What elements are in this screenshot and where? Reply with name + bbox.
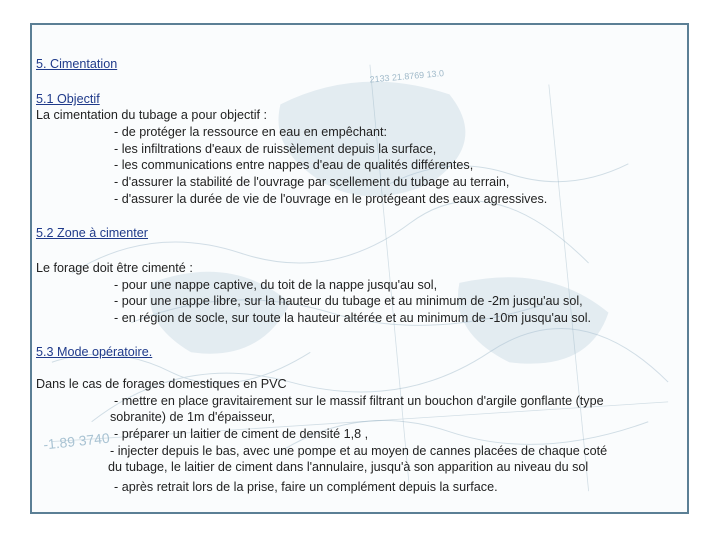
slide-frame	[30, 23, 689, 514]
list-item: - de protéger la ressource en eau en empêchant:	[114, 125, 388, 139]
list-item: - préparer un laitier de ciment de densité 1,8 ,	[114, 427, 369, 441]
watermark-label-top: 2133 21.8769 13.0	[369, 68, 445, 85]
list-item-continuation: sobranite) de 1m d'épaisseur,	[110, 410, 275, 424]
list-item: - pour une nappe libre, sur la hauteur du tubage et au minimum de -2m jusqu'au sol,	[114, 294, 583, 308]
section-title: 5. Cimentation	[36, 57, 118, 71]
list-item: - les communications entre nappes d'eau de qualités différentes,	[114, 158, 474, 172]
paragraph: La cimentation du tubage a pour objectif :	[36, 108, 268, 122]
subsection-title: 5.1 Objectif	[36, 92, 100, 106]
list-item-continuation: du tubage, le laitier de ciment dans l'annulaire, jusqu'à son apparition au niveau du sol	[108, 460, 589, 474]
list-item: - d'assurer la durée de vie de l'ouvrage en le protégeant des eaux agressives.	[114, 192, 548, 206]
subsection-title: 5.3 Mode opératoire.	[36, 345, 153, 359]
list-item: - après retrait lors de la prise, faire un complément depuis la surface.	[114, 480, 498, 494]
list-item: - les infiltrations d'eaux de ruissèlement depuis la surface,	[114, 142, 437, 156]
list-item: - mettre en place gravitairement sur le massif filtrant un bouchon d'argile gonflante (type	[114, 394, 604, 408]
watermark-label-bottom: -1.89 3740	[42, 429, 111, 453]
list-item: - pour une nappe captive, du toit de la nappe jusqu'au sol,	[114, 278, 438, 292]
paragraph: Dans le cas de forages domestiques en PVC	[36, 377, 287, 391]
document-content	[32, 25, 687, 512]
subsection-title: 5.2 Zone à cimenter	[36, 226, 149, 240]
list-item: - en région de socle, sur toute la hauteur altérée et au minimum de -10m jusqu'au sol.	[114, 311, 592, 325]
list-item: - d'assurer la stabilité de l'ouvrage par scellement du tubage au terrain,	[114, 175, 510, 189]
paragraph: Le forage doit être cimenté :	[36, 261, 193, 275]
list-item: - injecter depuis le bas, avec une pompe et au moyen de cannes placées de chaque coté	[110, 444, 608, 458]
